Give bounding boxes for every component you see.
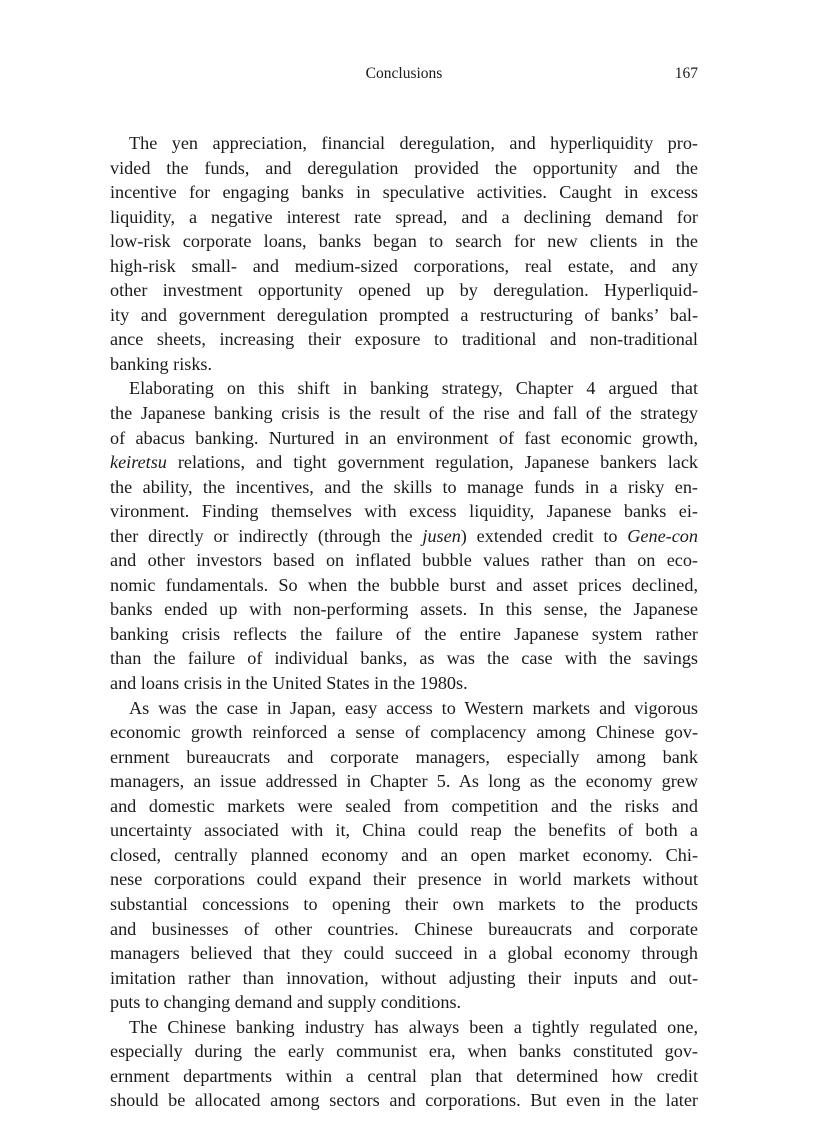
text-line: economic growth reinforced a sense of complacency among Chinese gov-: [110, 722, 698, 743]
paragraph: [110, 376, 698, 695]
text-line: vided the funds, and deregulation provided the opportunity and the: [110, 157, 698, 178]
text-line: managers believed that they could succeed in a global economy through: [110, 943, 698, 964]
text-line: and loans crisis in the United States in the 1980s.: [110, 673, 468, 694]
text-line: managers, an issue addressed in Chapter 5. As long as the economy grew: [110, 771, 698, 792]
text-line: The Chinese banking industry has always been a tightly regulated one,: [129, 1016, 698, 1037]
text-segment: ) extended credit to: [460, 525, 628, 546]
text-line: high-risk small- and medium-sized corporations, real estate, and any: [110, 255, 698, 276]
running-title: Conclusions: [365, 65, 443, 82]
text-line: uncertainty associated with it, China could reap the benefits of both a: [110, 820, 698, 841]
text-line: vironment. Finding themselves with excess liquidity, Japanese banks ei-: [110, 501, 698, 522]
text-line: liquidity, a negative interest rate spread, and a declining demand for: [110, 206, 698, 227]
running-header: [110, 62, 698, 86]
text-line: ity and government deregulation prompted a restructuring of banks’ bal-: [110, 304, 698, 325]
text-line: [110, 450, 698, 475]
text-line: Elaborating on this shift in banking strategy, Chapter 4 argued that: [129, 378, 698, 399]
paragraph: [110, 131, 698, 376]
paragraph: [110, 696, 698, 1015]
body-text: [110, 131, 698, 1113]
text-line: banking risks.: [110, 353, 213, 374]
italic-term: jusen: [422, 525, 461, 546]
text-line: ernment bureaucrats and corporate managers, especially among bank: [110, 746, 698, 767]
text-segment: ther directly or indirectly (through the: [110, 525, 423, 546]
text-line: The yen appreciation, financial deregulation, and hyperliquidity pro-: [129, 133, 698, 153]
text-line: and businesses of other countries. Chinese bureaucrats and corporate: [110, 918, 698, 939]
text-line: especially during the early communist era, when banks constituted gov-: [110, 1041, 698, 1062]
text-line: low-risk corporate loans, banks began to search for new clients in the: [110, 231, 698, 252]
text-line: banking crisis reflects the failure of the entire Japanese system rather: [110, 623, 698, 644]
text-line: imitation rather than innovation, without adjusting their inputs and out-: [110, 967, 698, 988]
text-line: other investment opportunity opened up by deregulation. Hyperliquid-: [110, 280, 698, 301]
page-number: 167: [674, 65, 698, 82]
text-line: and domestic markets were sealed from competition and the risks and: [110, 795, 698, 816]
text-line: nomic fundamentals. So when the bubble burst and asset prices declined,: [110, 574, 698, 595]
paragraph: [110, 1015, 698, 1113]
text-line: ance sheets, increasing their exposure to traditional and non-traditional: [110, 329, 698, 350]
text-line: puts to changing demand and supply conditions.: [110, 992, 462, 1013]
text-line: As was the case in Japan, easy access to Western markets and vigorous: [129, 697, 698, 718]
text-line: closed, centrally planned economy and an open market economy. Chi-: [110, 844, 698, 865]
italic-term: Gene-con: [627, 525, 698, 546]
text-line: the Japanese banking crisis is the result of the rise and fall of the strategy: [110, 403, 698, 424]
text-line: ernment departments within a central plan that determined how credit: [110, 1065, 698, 1086]
text-line: [110, 524, 698, 549]
text-line: nese corporations could expand their presence in world markets without: [110, 869, 698, 890]
text-line: should be allocated among sectors and corporations. But even in the later: [110, 1090, 698, 1111]
text-line: the ability, the incentives, and the skills to manage funds in a risky en-: [110, 476, 698, 497]
text-line: banks ended up with non-performing assets. In this sense, the Japanese: [110, 599, 698, 620]
text-line: substantial concessions to opening their own markets to the products: [110, 893, 698, 914]
text-segment: relations, and tight government regulation, Japanese bankers lack: [166, 452, 698, 473]
italic-term: keiretsu: [110, 452, 167, 473]
text-line: and other investors based on inflated bubble values rather than on eco-: [110, 550, 698, 571]
text-line: of abacus banking. Nurtured in an environment of fast economic growth,: [110, 427, 698, 448]
text-line: incentive for engaging banks in speculative activities. Caught in excess: [110, 182, 698, 203]
text-line: than the failure of individual banks, as was the case with the savings: [110, 648, 698, 669]
